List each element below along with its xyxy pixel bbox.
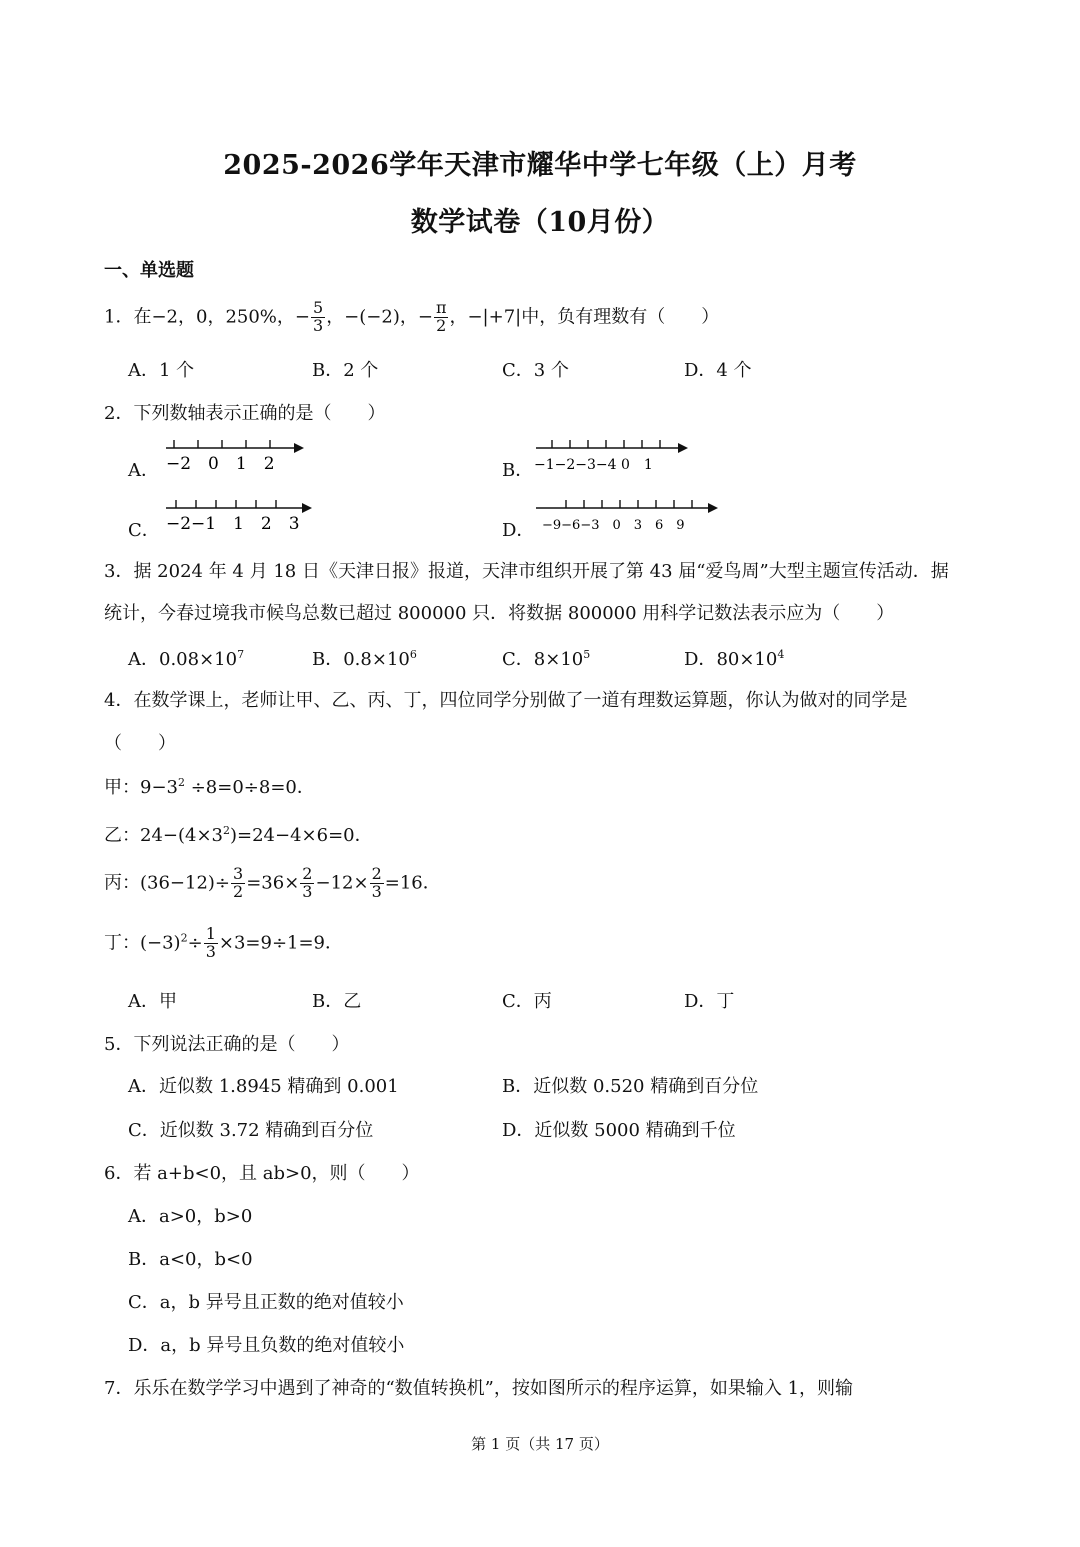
q6-option-b: B．a<0，b<0 xyxy=(128,1249,253,1270)
q3-a-exp: 7 xyxy=(237,648,245,661)
q4-bing xyxy=(104,866,441,901)
q4-bing-f3-num: 2 xyxy=(371,864,382,883)
q3-c-label: C． xyxy=(502,649,534,670)
q1-frac2-den: 2 xyxy=(436,315,447,335)
q4-option-c: C．丙 xyxy=(502,991,552,1012)
q3-b-exp: 6 xyxy=(409,648,417,661)
q5-option-d: D．近似数 5000 精确到千位 xyxy=(502,1120,736,1141)
exam-title-line1: 2025-2026学年天津市耀华中学七年级（上）月考 xyxy=(223,150,857,181)
q4-bing-a: 丙：(36−12)÷ xyxy=(104,872,231,894)
q2-option-b-label: B． xyxy=(502,460,534,481)
q1-option-c: C．3 个 xyxy=(502,360,569,381)
q4-yi-a: 乙：24−(4×3 xyxy=(104,825,223,846)
question-4-line1: 4．在数学课上，老师让甲、乙、丙、丁，四位同学分别做了一道有理数运算题，你认为做对的同学是 xyxy=(104,690,908,711)
q2-number-line-d xyxy=(532,496,722,538)
q4-bing-b: =36× xyxy=(246,872,300,894)
q2-number-line-b xyxy=(532,436,692,478)
q1-frac2-sign: − xyxy=(417,306,433,328)
q4-bing-f3-den: 3 xyxy=(371,881,382,901)
q3-d-label: D． xyxy=(684,649,717,670)
question-3-line1: 3．据 2024 年 4 月 18 日《天津日报》报道，天津市组织开展了第 43 届“爱鸟周”大型主题宣传活动．据 xyxy=(104,561,949,582)
q4-option-b: B．乙 xyxy=(312,991,362,1012)
q3-b-base: 0.8×10 xyxy=(343,649,410,670)
q1-option-a: A．1 个 xyxy=(128,360,195,381)
q1-frac1-sign: − xyxy=(294,306,310,328)
q5-option-b: B．近似数 0.520 精确到百分位 xyxy=(502,1076,759,1097)
q4-ding-f-num: 1 xyxy=(205,924,216,943)
q4-option-a: A．甲 xyxy=(128,991,177,1012)
page-footer: 第 1 页（共 17 页） xyxy=(471,1435,609,1453)
q4-bing-f2-num: 2 xyxy=(302,864,313,883)
question-1 xyxy=(104,300,719,335)
q6-option-a: A．a>0，b>0 xyxy=(128,1206,253,1227)
q4-bing-f2-den: 3 xyxy=(302,881,313,901)
q2-axis-c-labels: −2−1 1 2 3 xyxy=(166,514,300,534)
q3-b-label: B． xyxy=(312,649,344,670)
q2-axis-b-labels: −1−2−3−4 0 1 xyxy=(534,457,653,473)
q3-c-base: 8×10 xyxy=(533,649,584,670)
q4-option-d: D．丁 xyxy=(684,991,735,1012)
q4-bing-frac2 xyxy=(300,866,314,901)
q4-bing-frac1 xyxy=(231,866,245,901)
q2-option-a-label: A． xyxy=(128,460,159,481)
q4-jia-b: ÷8=0÷8=0． xyxy=(185,777,315,798)
q3-option-d xyxy=(684,645,784,671)
q1-fraction-2 xyxy=(434,300,449,335)
q2-axis-d-labels: −9−6−3 0 3 6 9 xyxy=(542,518,685,533)
question-6: 6．若 a+b<0，且 ab>0，则（ ） xyxy=(104,1163,420,1184)
q1-frac1-num: 5 xyxy=(313,298,324,317)
q3-c-exp: 5 xyxy=(583,648,591,661)
q4-ding-f-den: 3 xyxy=(205,941,216,961)
q4-jia-a: 甲：9−3 xyxy=(104,777,178,798)
q3-option-a xyxy=(128,645,244,671)
q1-option-d: D．4 个 xyxy=(684,360,752,381)
exam-title-line2: 数学试卷（10月份） xyxy=(410,207,670,238)
q3-d-base: 80×10 xyxy=(716,649,778,670)
q4-bing-d: =16． xyxy=(384,872,441,894)
q6-option-d: D．a，b 异号且负数的绝对值较小 xyxy=(128,1335,405,1356)
q4-yi xyxy=(104,821,373,847)
q1-prefix: 1．在−2，0，250%， xyxy=(104,306,295,328)
q2-number-line-c xyxy=(162,496,317,538)
section-heading: 一、单选题 xyxy=(104,260,194,281)
q4-ding-sup: 2 xyxy=(180,931,188,945)
q4-jia xyxy=(104,773,315,799)
q5-option-a: A．近似数 1.8945 精确到 0.001 xyxy=(128,1076,399,1097)
q2-axis-a-labels: −2 0 1 2 xyxy=(166,454,275,474)
q4-ding-b: ÷ xyxy=(187,932,203,954)
q4-bing-f1-den: 2 xyxy=(233,881,244,901)
q6-option-c: C．a，b 异号且正数的绝对值较小 xyxy=(128,1292,404,1313)
q4-bing-f1-num: 3 xyxy=(233,864,244,883)
q2-option-d-label: D． xyxy=(502,520,535,541)
q5-option-c: C．近似数 3.72 精确到百分位 xyxy=(128,1120,374,1141)
q3-a-base: 0.08×10 xyxy=(159,649,238,670)
q4-bing-c: −12× xyxy=(315,872,369,894)
q4-ding-c: ×3=9÷1=9． xyxy=(218,932,344,954)
q1-frac1-den: 3 xyxy=(313,315,324,335)
question-7: 7．乐乐在数学学习中遇到了神奇的“数值转换机”，按如图所示的程序运算，如果输入 1，则输 xyxy=(104,1378,854,1399)
question-2: 2．下列数轴表示正确的是（ ） xyxy=(104,403,386,424)
q3-option-b xyxy=(312,645,417,671)
q1-fraction-1 xyxy=(311,300,325,335)
q3-option-c xyxy=(502,645,590,671)
q4-jia-sup: 2 xyxy=(178,776,185,789)
q4-ding-a: 丁：(−3) xyxy=(104,932,181,954)
q4-bing-frac3 xyxy=(370,866,384,901)
question-3-line2: 统计，今春过境我市候鸟总数已超过 800000 只．将数据 800000 用科学记数法表示应为（ ） xyxy=(104,603,895,624)
q3-a-label: A． xyxy=(128,649,159,670)
question-5: 5．下列说法正确的是（ ） xyxy=(104,1034,350,1055)
q1-mid: ，−(−2)， xyxy=(326,306,418,328)
q2-number-line-a xyxy=(162,436,307,478)
q2-option-c-label: C． xyxy=(128,520,160,541)
q3-d-exp: 4 xyxy=(777,648,785,661)
q4-yi-b: )=24−4×6=0． xyxy=(230,825,373,846)
q4-ding xyxy=(104,926,343,961)
q4-ding-frac xyxy=(204,926,218,961)
question-4-line2: （ ） xyxy=(104,733,176,754)
q1-suffix: ，−|+7|中，负有理数有（ ） xyxy=(449,306,720,328)
q1-option-b: B．2 个 xyxy=(312,360,379,381)
q1-frac2-num: π xyxy=(435,298,447,317)
q4-yi-sup: 2 xyxy=(223,824,230,837)
